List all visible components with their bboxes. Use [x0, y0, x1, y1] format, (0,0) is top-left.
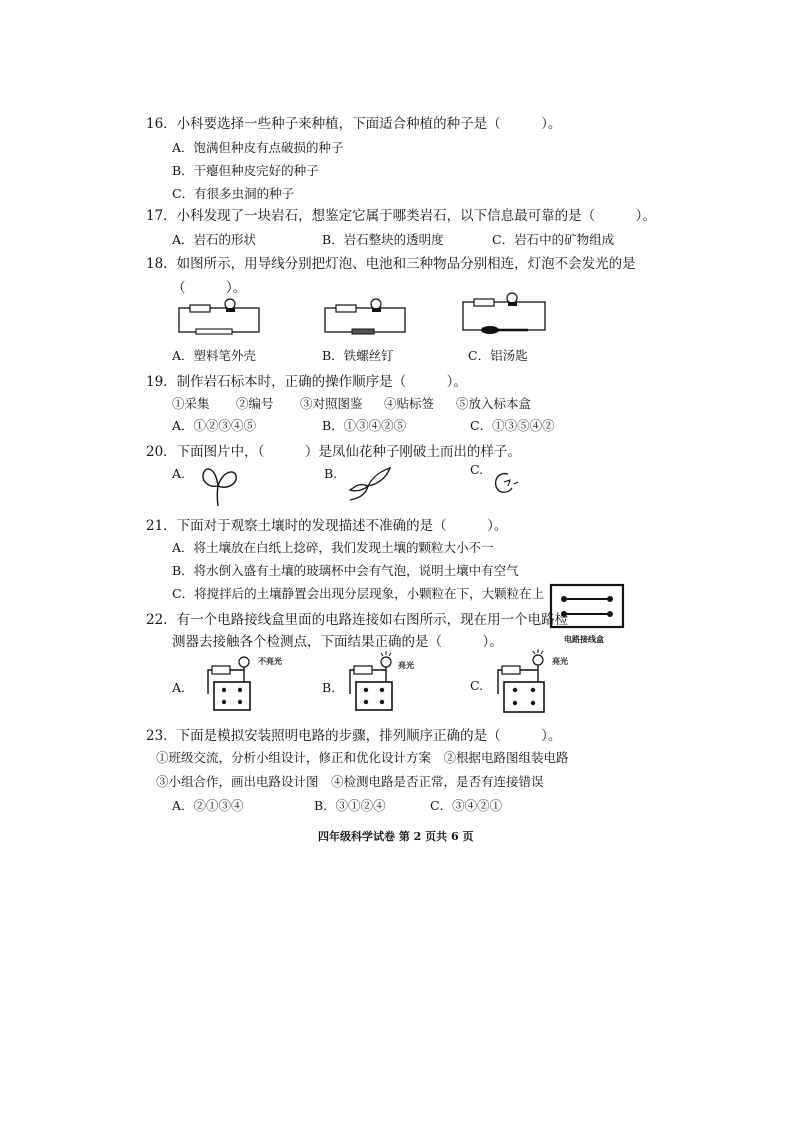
q17-option-b: B．岩石整块的透明度: [322, 232, 444, 247]
q22-box-caption: 电路接线盒: [564, 634, 604, 644]
q16-option-b: B．干瘪但种皮完好的种子: [172, 163, 319, 178]
q19-step-5: ⑤放入标本盒: [456, 396, 532, 411]
q23-step-line1: ①班级交流，分析小组设计，修正和优化设计方案 ②根据电路图组装电路: [156, 750, 569, 765]
q23-step-line2: ③小组合作，画出电路设计图 ④检测电路是否正常，是否有连接错误: [156, 774, 544, 789]
q18-circuit-plastic-pen: [176, 298, 266, 338]
q18-stem: 18．如图所示，用导线分别把灯泡、电池和三种物品分别相连，灯泡不会发光的是: [146, 256, 636, 272]
q22-stem-line2: 测器去接触各个检测点，下面结果正确的是（ ）。: [172, 634, 503, 650]
q19-step-4: ④贴标签: [384, 396, 435, 411]
q22-option-c-status: 亮光: [552, 656, 568, 666]
q16-stem: 16．小科要选择一些种子来种植，下面适合种植的种子是（ ）。: [146, 116, 562, 132]
q20-seedling-b-image: [344, 460, 394, 504]
q19-step-2: ②编号: [236, 396, 274, 411]
q19-option-c: C．①③⑤④②: [470, 418, 555, 433]
q23-option-a: A．②①③④: [172, 798, 244, 813]
q19-step-1: ①采集: [172, 396, 210, 411]
q18-option-b: B．铁螺丝钉: [322, 348, 394, 363]
q16-option-c: C．有很多虫洞的种子: [172, 186, 295, 201]
q20-option-a-label: A.: [172, 466, 186, 481]
q16-option-a: A．饱满但种皮有点破损的种子: [172, 140, 344, 155]
q20-stem: 20．下面图片中，（ ）是凤仙花种子刚破土而出的样子。: [146, 444, 521, 460]
q22-option-a-label: A.: [172, 680, 186, 695]
q22-option-a-status: 不亮光: [258, 656, 282, 666]
q18-circuit-iron-screw: [322, 298, 412, 338]
page-footer: 四年级科学试卷 第 2 页共 6 页: [318, 830, 474, 843]
q19-option-b: B．①③④②⑤: [322, 418, 407, 433]
q23-stem: 23．下面是模拟安装照明电路的步骤，排列顺序正确的是（ ）。: [146, 728, 562, 744]
q22-stem-line1: 22．有一个电路接线盒里面的电路连接如右图所示，现在用一个电路检: [146, 612, 569, 628]
q20-option-b-label: B.: [324, 466, 338, 481]
q20-seedling-a-image: [198, 462, 242, 508]
q21-option-a: A．将土壤放在白纸上捻碎，我们发现土壤的颗粒大小不一: [172, 540, 494, 555]
q20-option-c-label: C.: [470, 462, 484, 477]
q19-option-a: A．①②③④⑤: [172, 418, 257, 433]
q17-option-c: C．岩石中的矿物组成: [492, 232, 615, 247]
q22-option-c-label: C.: [470, 678, 484, 693]
q21-stem: 21．下面对于观察土壤时的发现描述不准确的是（ ）。: [146, 518, 508, 534]
q22-option-b-label: B.: [322, 680, 336, 695]
q20-seed-c-image: [490, 468, 522, 498]
q18-circuit-aluminum-spoon: [460, 292, 552, 338]
q17-stem: 17．小科发现了一块岩石，想鉴定它属于哪类岩石，以下信息最可靠的是（ ）。: [146, 208, 656, 224]
q21-option-b: B．将水倒入盛有土壤的玻璃杯中会有气泡，说明土壤中有空气: [172, 563, 519, 578]
q21-option-c: C．将搅拌后的土壤静置会出现分层现象，小颗粒在下，大颗粒在上: [172, 586, 545, 601]
q19-step-3: ③对照图鉴: [300, 396, 363, 411]
q22-tester-c-diagram: [488, 646, 562, 714]
q18-blank: （ ）。: [172, 280, 247, 296]
q18-option-c: C．铝汤匙: [468, 348, 528, 363]
q23-option-b: B．③①②④: [314, 798, 386, 813]
q22-option-b-status: 亮光: [398, 660, 414, 670]
q19-stem: 19．制作岩石标本时，正确的操作顺序是（ ）。: [146, 374, 467, 390]
q18-option-a: A．塑料笔外壳: [172, 348, 257, 363]
q17-option-a: A．岩石的形状: [172, 232, 257, 247]
q23-option-c: C．③④②①: [430, 798, 503, 813]
